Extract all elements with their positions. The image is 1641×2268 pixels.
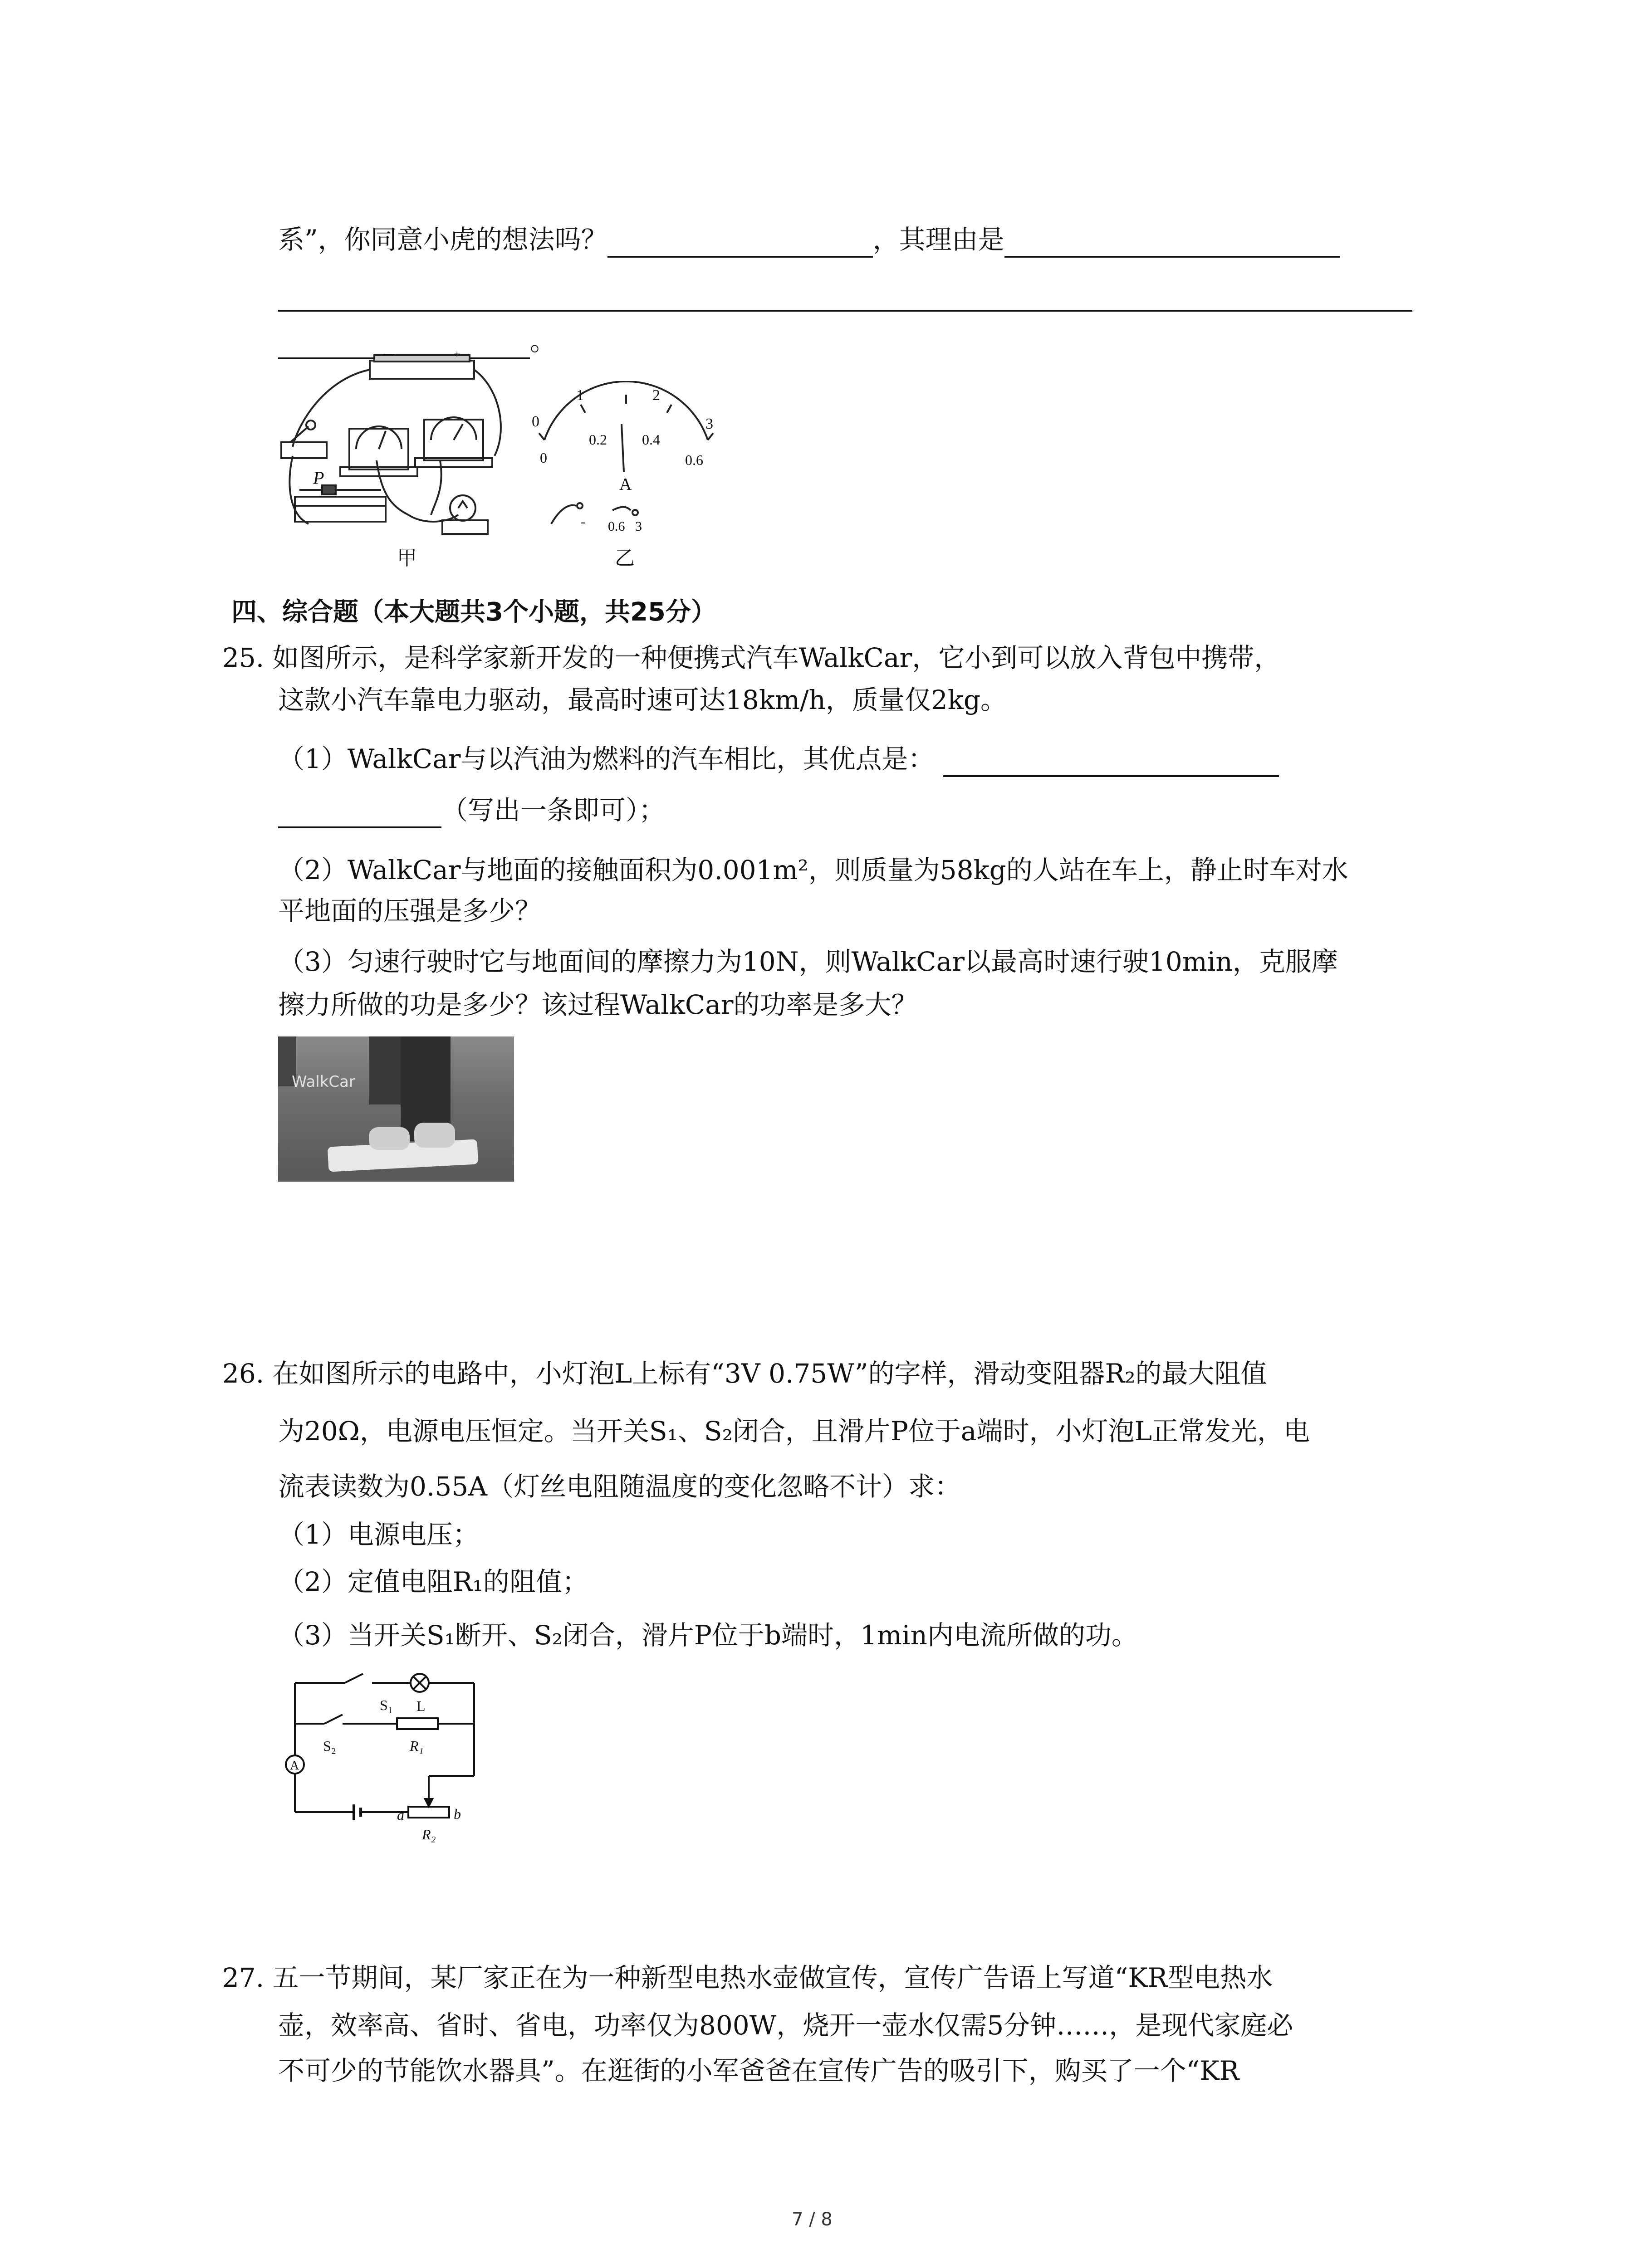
answer-line <box>278 310 1412 312</box>
q26-line3: 流表读数为0.55A（灯丝电阻随温度的变化忽略不计）求： <box>278 1471 961 1502</box>
scale-top-2: 2 <box>652 387 660 404</box>
page-number: 7 / 8 <box>792 2209 833 2230</box>
scale-bottom-3: 0.6 <box>685 452 703 468</box>
terminal-3: 3 <box>635 519 642 534</box>
q24-line1 <box>278 221 1340 258</box>
q26-circuit-diagram <box>274 1660 488 1846</box>
label-P: P <box>313 468 324 488</box>
q26-line1: 26. 在如图所示的电路中，小灯泡L上标有“3V 0.75W”的字样，滑动变阻器R₂的最大阻值 <box>222 1358 1267 1389</box>
q25-part3-line1: （3）匀速行驶时它与地面间的摩擦力为10N，则WalkCar以最高时速行驶10min，克服摩 <box>278 946 1338 977</box>
figure-jia-circuit <box>272 352 526 574</box>
q25-line2: 这款小汽车靠电力驱动，最高时速可达18km/h，质量仅2kg。 <box>278 684 1007 715</box>
scale-top-1: 1 <box>576 387 584 404</box>
q26-line2: 为20Ω，电源电压恒定。当开关S₁、S₂闭合，且滑片P位于a端时，小灯泡L正常发光，电 <box>278 1416 1310 1447</box>
label-R2: R₂ <box>422 1826 436 1843</box>
q27-line1: 27. 五一节期间，某厂家正在为一种新型电热水壶做宣传，宣传广告语上写道“KR型电热水 <box>222 1962 1273 1993</box>
q26-part2: （2）定值电阻R₁的阻值； <box>278 1566 588 1597</box>
walkcar-photo <box>278 1036 514 1182</box>
q25-part2-line2: 平地面的压强是多少？ <box>278 895 542 926</box>
q25-part3-line2: 擦力所做的功是多少？该过程WalkCar的功率是多大？ <box>278 989 918 1020</box>
figure-label-jia: 甲 <box>397 547 417 569</box>
svg-text:+: + <box>454 352 460 361</box>
scale-bottom-1: 0.2 <box>589 431 607 448</box>
photo-caption: WalkCar <box>292 1073 355 1091</box>
scale-bottom-2: 0.4 <box>642 431 660 448</box>
q25-part2-line1: （2）WalkCar与地面的接触面积为0.001m²，则质量为58kg的人站在车上，静止时车对水 <box>278 855 1348 885</box>
q25-part1-tail-text: （写出一条即可）； <box>441 795 666 826</box>
q26-part1: （1）电源电压； <box>278 1519 479 1550</box>
answer-blank <box>607 227 873 258</box>
q24-end: 。 <box>530 326 557 357</box>
label-L: L <box>416 1698 426 1714</box>
section-heading: 四、综合题（本大题共3个小题，共25分） <box>231 597 716 627</box>
label-S1: S₁ <box>380 1697 393 1713</box>
q24-text-b: ，其理由是 <box>872 224 1004 255</box>
q25-line1: 25. 如图所示，是科学家新开发的一种便携式汽车WalkCar，它小到可以放入背包中携带， <box>222 642 1281 673</box>
q25-part1-tail <box>278 792 665 828</box>
battery-box <box>370 361 474 379</box>
label-A: A <box>290 1759 299 1773</box>
label-R1: R₁ <box>410 1738 424 1754</box>
resistor-R1 <box>397 1718 438 1729</box>
q26-part3: （3）当开关S₁断开、S₂闭合，滑片P位于b端时，1min内电流所做的功。 <box>278 1620 1138 1651</box>
terminal-minus: - <box>581 514 585 529</box>
scale-top-0: 0 <box>532 413 539 430</box>
rheostat-R2 <box>408 1807 449 1818</box>
answer-blank <box>278 797 441 828</box>
figure-yi-ammeter-dial <box>526 381 730 572</box>
answer-blank <box>1004 227 1340 258</box>
label-b: b <box>454 1806 461 1822</box>
label-a: a <box>397 1807 404 1823</box>
answer-blank <box>943 746 1279 777</box>
svg-text:—: — <box>383 352 394 360</box>
q24-text-a: 系”，你同意小虎的想法吗？ <box>278 224 607 255</box>
meter-unit: A <box>619 475 632 494</box>
figure-label-yi: 乙 <box>615 547 635 569</box>
scale-bottom-0: 0 <box>540 450 547 466</box>
terminal-0-6: 0.6 <box>608 519 625 534</box>
scale-top-3: 3 <box>705 415 713 432</box>
q27-line3: 不可少的节能饮水器具”。在逛街的小军爸爸在宣传广告的吸引下，购买了一个“KR <box>278 2055 1239 2086</box>
dial-pointer <box>622 424 624 472</box>
dial-arc <box>544 381 708 440</box>
q27-line2: 壶，效率高、省时、省电，功率仅为800W，烧开一壶水仅需5分钟……，是现代家庭必 <box>278 2010 1293 2041</box>
q25-part1-text: （1）WalkCar与以汽油为燃料的汽车相比，其优点是： <box>278 743 935 774</box>
label-S2: S₂ <box>323 1738 336 1754</box>
q25-part1 <box>278 741 1279 777</box>
